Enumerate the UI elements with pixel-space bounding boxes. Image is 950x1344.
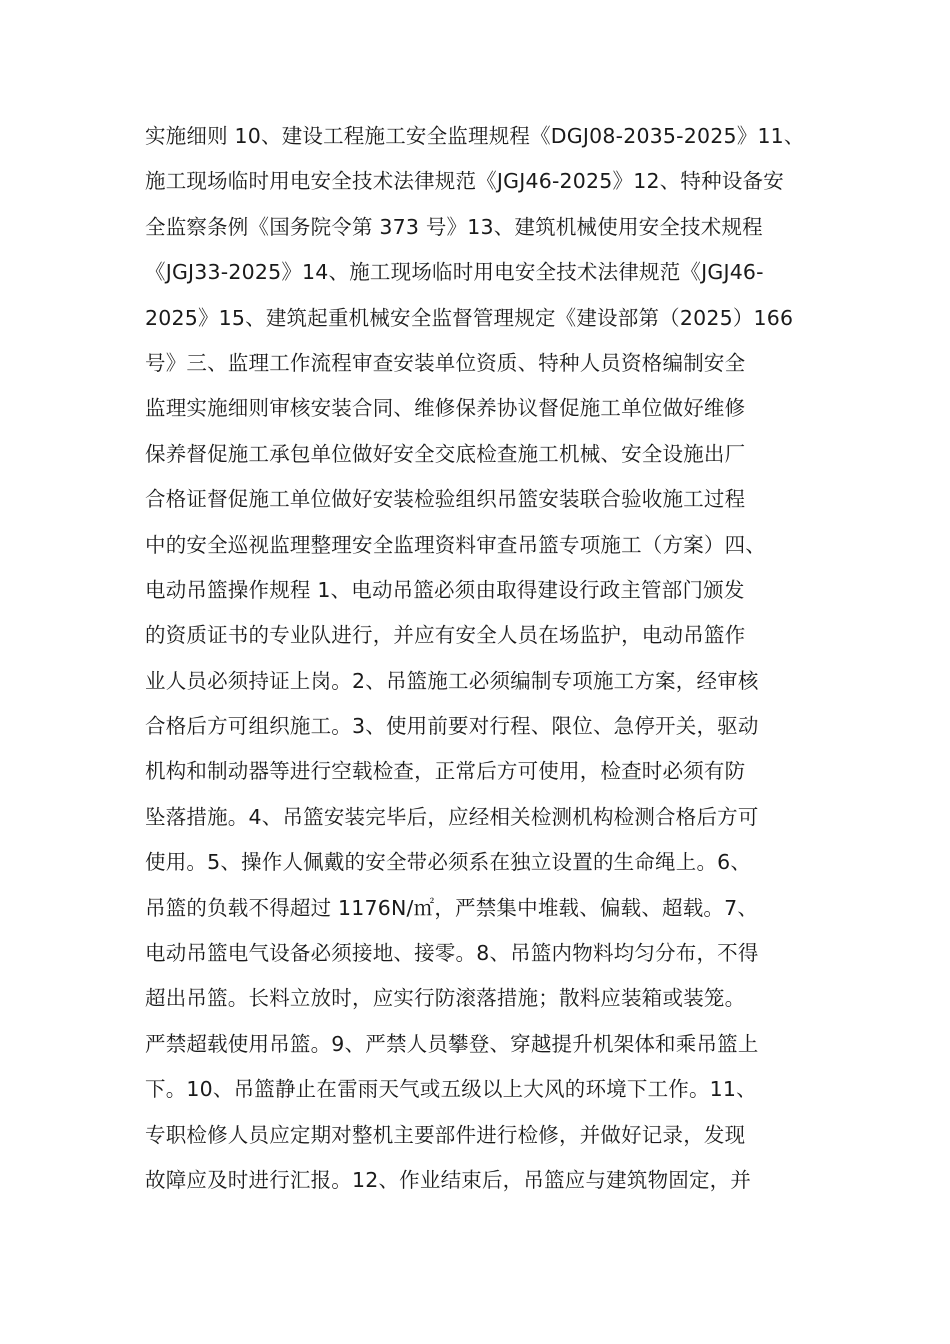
text-line: 超出吊篮。长料立放时，应实行防滚落措施；散料应装箱或装笼。 — [145, 986, 746, 1011]
text-line: 坠落措施。4、吊篮安装完毕后，应经相关检测机构检测合格后方可 — [145, 804, 759, 829]
text-line: 电动吊篮电气设备必须接地、接零。8、吊篮内物料均匀分布，不得 — [145, 941, 759, 966]
text-line: 《JGJ33-2025》14、施工现场临时用电安全技术法律规范《JGJ46- — [145, 260, 764, 285]
text-line: 电动吊篮操作规程 1、电动吊篮必须由取得建设行政主管部门颁发 — [145, 577, 745, 602]
text-line: 监理实施细则审核安装合同、维修保养协议督促施工单位做好维修 — [145, 396, 746, 421]
text-line: 机构和制动器等进行空载检查，正常后方可使用，检查时必须有防 — [145, 759, 746, 784]
text-line: 2025》15、建筑起重机械安全监督管理规定《建设部第（2025）166 — [145, 305, 794, 330]
text-line: 保养督促施工承包单位做好安全交底检查施工机械、安全设施出厂 — [145, 441, 746, 466]
text-line: 下。10、吊篮静止在雷雨天气或五级以上大风的环境下工作。11、 — [145, 1077, 757, 1102]
text-line: 中的安全巡视监理整理安全监理资料审查吊篮专项施工（方案）四、 — [145, 532, 766, 557]
text-line: 合格后方可组织施工。3、使用前要对行程、限位、急停开关，驱动 — [145, 714, 759, 739]
text-line: 施工现场临时用电安全技术法律规范《JGJ46-2025》12、特种设备安 — [145, 169, 784, 194]
text-line: 严禁超载使用吊篮。9、严禁人员攀登、穿越提升机架体和乘吊篮上 — [145, 1031, 759, 1056]
text-line: 全监察条例《国务院令第 373 号》13、建筑机械使用安全技术规程 — [145, 214, 763, 239]
text-line: 合格证督促施工单位做好安装检验组织吊篮安装联合验收施工过程 — [145, 487, 746, 512]
text-line: 实施细则 10、建设工程施工安全监理规程《DGJ08-2035-2025》11、 — [145, 124, 805, 148]
text-line: 业人员必须持证上岗。2、吊篮施工必须编制专项施工方案，经审核 — [145, 668, 759, 693]
text-line: 号》三、监理工作流程审查安装单位资质、特种人员资格编制安全 — [145, 350, 746, 375]
text-line: 专职检修人员应定期对整机主要部件进行检修，并做好记录，发现 — [145, 1122, 746, 1147]
text-line: 使用。5、操作人佩戴的安全带必须系在独立设置的生命绳上。6、 — [145, 850, 752, 875]
body-text — [145, 114, 825, 1203]
text-line: 故障应及时进行汇报。12、作业结束后，吊篮应与建筑物固定，并 — [145, 1167, 752, 1192]
text-line: 吊篮的负载不得超过 1176N/㎡，严禁集中堆载、偏载、超载。7、 — [145, 895, 759, 920]
text-line: 的资质证书的专业队进行，并应有安全人员在场监护，电动吊篮作 — [145, 623, 746, 648]
